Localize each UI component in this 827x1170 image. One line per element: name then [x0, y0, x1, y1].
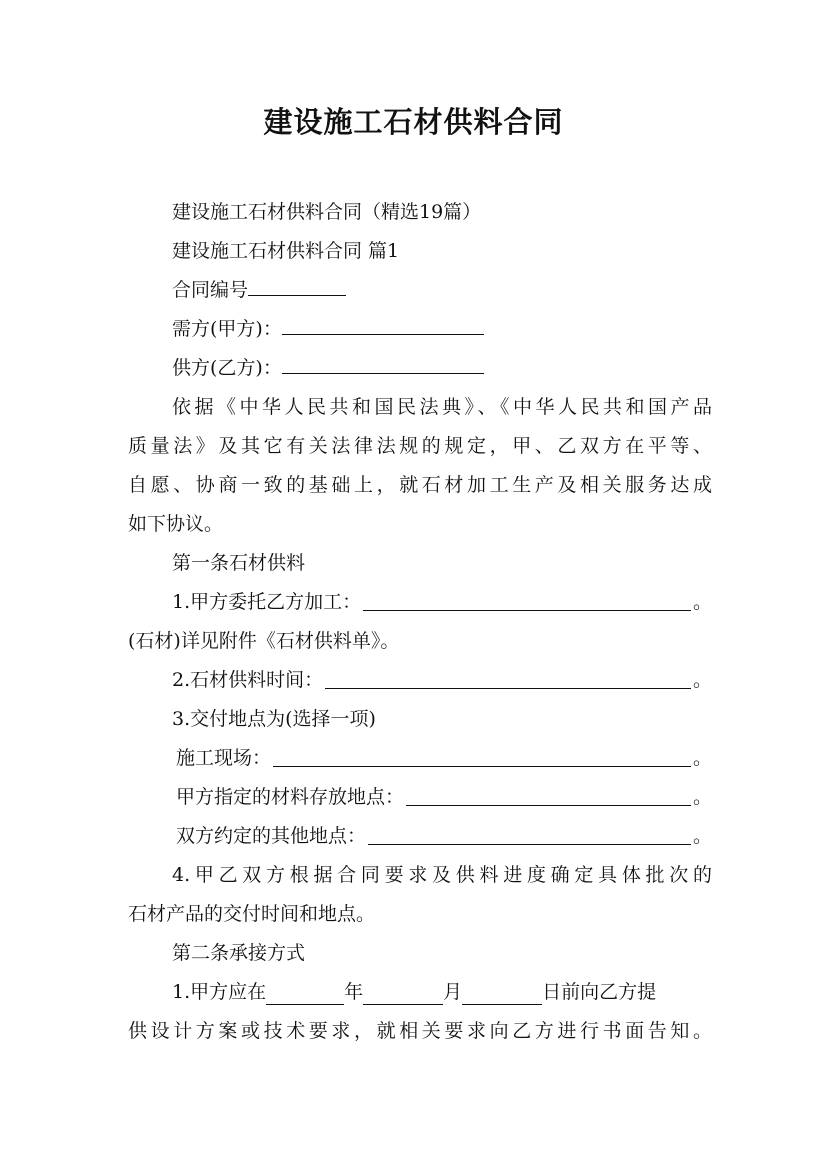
option-line	[176, 745, 712, 771]
contract-number-blank	[248, 277, 346, 296]
paragraph-line: 质量法》及其它有关法律法规的规定，甲、乙双方在平等、	[128, 435, 712, 457]
clause-line	[172, 979, 712, 1005]
party-a-blank	[282, 316, 484, 335]
party-b-line	[172, 355, 712, 381]
day-label: 日前向乙方提	[542, 981, 657, 1003]
paragraph-line: 自愿、协商一致的基础上，就石材加工生产及相关服务达成	[128, 474, 712, 496]
option-end: 。	[692, 825, 712, 847]
article-heading: 第二条承接方式	[172, 942, 306, 964]
option-line	[176, 823, 712, 849]
fill-blank	[273, 746, 691, 767]
paragraph-line: 如下协议。	[128, 513, 224, 535]
fill-blank	[368, 824, 691, 845]
option-end: 。	[692, 747, 712, 769]
month-label: 月	[443, 981, 463, 1003]
party-b-label: 供方(乙方)：	[172, 357, 282, 379]
clause-line	[172, 667, 712, 693]
option-end: 。	[692, 786, 712, 808]
clause-line: 供设计方案或技术要求，就相关要求向乙方进行书面告知。	[128, 1020, 712, 1042]
contract-number-label: 合同编号	[172, 279, 249, 301]
month-blank	[363, 986, 443, 1005]
option-label: 甲方指定的材料存放地点：	[176, 786, 405, 808]
clause-line: 3.交付地点为(选择一项)	[172, 708, 376, 730]
clause-line: (石材)详见附件《石材供料单》。	[128, 630, 400, 652]
party-b-blank	[282, 355, 484, 374]
fill-blank	[325, 668, 691, 689]
document-title: 建设施工石材供料合同	[263, 105, 564, 139]
clause-label: 1.甲方应在	[172, 981, 267, 1003]
fill-blank	[406, 785, 691, 806]
clause-label: 2.石材供料时间：	[172, 669, 324, 691]
option-label: 施工现场：	[176, 747, 272, 769]
clause-end: 。	[692, 669, 712, 691]
clause-label: 1.甲方委托乙方加工：	[172, 591, 362, 613]
clause-line	[172, 589, 712, 615]
clause-end: 。	[692, 591, 712, 613]
section-heading: 建设施工石材供料合同 篇1	[172, 240, 400, 262]
year-label: 年	[344, 981, 364, 1003]
fill-blank	[363, 590, 691, 611]
contract-number-line	[172, 277, 712, 303]
option-label: 双方约定的其他地点：	[176, 825, 367, 847]
paragraph-line: 依据《中华人民共和国民法典》、《中华人民共和国产品	[172, 396, 712, 418]
year-blank	[266, 986, 344, 1005]
party-a-label: 需方(甲方)：	[172, 318, 282, 340]
clause-line: 4.甲乙双方根据合同要求及供料进度确定具体批次的	[172, 864, 712, 886]
clause-line: 石材产品的交付时间和地点。	[128, 903, 376, 925]
subtitle-line: 建设施工石材供料合同（精选19篇）	[172, 201, 482, 223]
party-a-line	[172, 316, 712, 342]
option-line	[176, 784, 712, 810]
article-heading: 第一条石材供料	[172, 552, 306, 574]
day-blank	[462, 986, 542, 1005]
